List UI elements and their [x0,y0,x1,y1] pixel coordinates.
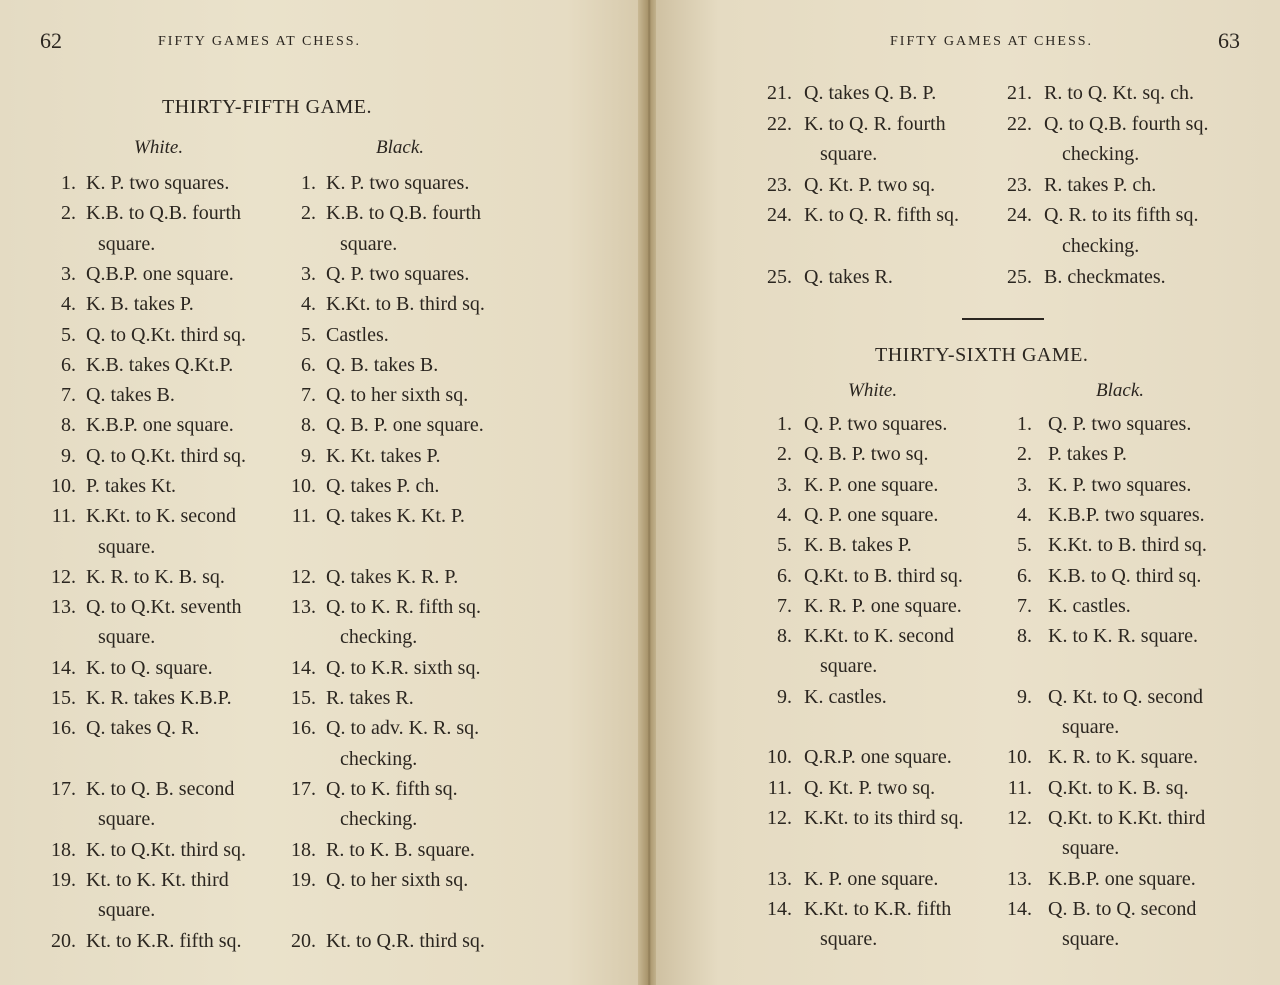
black-move: Q. to Q.B. fourth sq. [1044,112,1209,135]
white-move: Q. Kt. P. two sq. [804,776,936,799]
black-move-number: 24. [1007,204,1032,227]
black-move-number: 9. [301,444,316,467]
white-move: K. R. to K. B. sq. [86,565,225,588]
white-move-number: 7. [777,594,792,617]
black-move-number: 12. [1007,806,1032,829]
black-move-number: 21. [1007,82,1032,104]
black-move-continuation: square. [1062,715,1120,738]
white-move: P. takes Kt. [86,475,176,497]
white-move-continuation: square. [820,143,878,166]
white-move-number: 12. [51,565,76,588]
black-move: Q. R. to its fifth sq. [1044,204,1199,227]
black-move-number: 22. [1007,112,1032,135]
white-move-continuation: square. [820,928,878,951]
black-move-number: 16. [291,717,316,740]
black-move: Q. P. two squares. [1048,413,1192,435]
white-move-number: 1. [777,413,792,435]
black-move: Q.Kt. to K.Kt. third [1048,806,1206,829]
black-move-continuation: square. [1062,837,1120,860]
game-title: THIRTY-FIFTH GAME. [162,96,373,118]
white-move-number: 8. [777,625,792,648]
white-column-heading: White. [134,137,184,158]
black-move: K.Kt. to B. third sq. [326,293,485,316]
white-move-number: 5. [777,534,792,557]
black-move-number: 2. [301,202,316,225]
white-move: K. to Q. B. second [86,778,235,800]
black-move: Q. to K. R. fifth sq. [326,596,481,619]
black-move: Kt. to Q.R. third sq. [326,929,485,952]
white-move-number: 8. [61,414,76,437]
black-move-number: 5. [301,323,316,346]
white-move: K.Kt. to its third sq. [804,806,964,829]
black-move: R. to K. B. square. [326,838,475,861]
black-move-number: 6. [301,353,316,376]
white-move: K. R. takes K.B.P. [86,687,232,710]
white-move: K. castles. [804,685,887,708]
black-move: K.B. to Q. third sq. [1048,564,1202,587]
white-move: Q. takes R. [804,265,893,288]
black-move: Q. to K.R. sixth sq. [326,656,481,679]
white-move-number: 15. [51,687,76,710]
white-move-number: 5. [61,323,76,346]
black-move-number: 20. [291,929,316,952]
white-move-number: 2. [777,443,792,466]
black-move-number: 15. [291,687,316,710]
black-move-number: 3. [1017,473,1032,496]
black-move: Q. B. to Q. second [1048,897,1197,920]
black-move: K. P. two squares. [326,172,470,194]
white-move: K. to Q. square. [86,656,213,679]
white-move-number: 9. [61,444,76,467]
black-move: Q. B. takes B. [326,353,439,376]
white-move-number: 3. [61,262,76,285]
black-move-number: 14. [291,656,316,679]
white-move-number: 14. [767,897,792,920]
black-move-number: 14. [1007,897,1032,920]
black-move-number: 25. [1007,265,1032,288]
white-column-heading: White. [848,380,898,401]
white-move: Q.Kt. to B. third sq. [804,564,963,587]
white-move: K.Kt. to K. second [804,625,954,648]
black-move-number: 1. [301,172,316,194]
white-move-number: 4. [777,503,792,526]
black-move: Q. Kt. to Q. second [1048,685,1203,708]
white-move: K.Kt. to K. second [86,505,236,528]
white-move-number: 9. [777,685,792,708]
black-move-continuation: checking. [340,626,418,649]
black-move: K. P. two squares. [1048,473,1192,496]
black-move: R. takes R. [326,687,414,710]
white-move: Q. takes B. [86,384,175,407]
black-move-number: 5. [1017,534,1032,557]
white-move: K.B. takes Q.Kt.P. [86,353,234,376]
white-move: K. to Q. R. fourth [804,112,946,135]
black-move-number: 7. [301,384,316,407]
black-move: B. checkmates. [1044,265,1166,288]
black-move-number: 6. [1017,564,1032,587]
white-move-number: 13. [51,596,76,619]
white-move: Q. to Q.Kt. third sq. [86,323,246,346]
page-number: 63 [1218,28,1240,53]
black-move: Castles. [326,323,389,346]
black-move: Q. B. P. one square. [326,414,484,437]
white-move: Q. to Q.Kt. seventh [86,596,242,619]
running-head: FIFTY GAMES AT CHESS. [158,34,362,49]
white-move: Q. Kt. P. two sq. [804,173,936,196]
white-move: Q. P. one square. [804,503,939,526]
white-move: K. P. one square. [804,473,939,496]
white-move-number: 2. [61,202,76,225]
section-divider [962,318,1044,320]
white-move-number: 16. [51,717,76,740]
black-move-continuation: checking. [340,808,418,831]
black-move-number: 10. [291,475,316,497]
black-move-number: 11. [291,505,316,528]
black-move: Q. to her sixth sq. [326,868,469,891]
black-move-continuation: checking. [1062,143,1140,166]
black-column-heading: Black. [1096,380,1145,401]
white-move: Q. B. P. two sq. [804,443,929,466]
white-move: K. P. one square. [804,867,939,890]
white-move: Kt. to K. Kt. third [86,868,229,891]
black-move: K. R. to K. square. [1048,746,1198,769]
white-move-number: 10. [51,475,76,497]
white-move-number: 7. [61,384,76,407]
white-move: K.B.P. one square. [86,414,234,437]
black-move: Q. takes P. ch. [326,475,440,497]
black-move-number: 3. [301,262,316,285]
black-move: K. to K. R. square. [1048,625,1198,648]
black-move-number: 1. [1017,413,1032,435]
white-move-number: 18. [51,838,76,861]
black-move-number: 18. [291,838,316,861]
black-move-number: 10. [1007,746,1032,769]
white-move-number: 24. [767,204,792,227]
black-move: K. castles. [1048,594,1131,617]
black-move: Q. P. two squares. [326,262,470,285]
black-move: K.B.P. one square. [1048,867,1196,890]
white-move-number: 21. [767,82,792,104]
black-move-number: 4. [1017,503,1032,526]
white-move: K.Kt. to K.R. fifth [804,897,952,920]
white-move: K.B. to Q.B. fourth [86,202,241,225]
white-move: Q. P. two squares. [804,413,948,435]
white-move-number: 11. [51,505,76,528]
white-move: Q. takes Q. R. [86,717,200,740]
white-move: K. P. two squares. [86,172,230,194]
running-head: FIFTY GAMES AT CHESS. [890,34,1094,49]
black-move: Q. to K. fifth sq. [326,778,458,800]
black-move-number: 13. [1007,867,1032,890]
white-move: K. B. takes P. [804,534,912,557]
black-move-number: 23. [1007,173,1032,196]
white-move-number: 13. [767,867,792,890]
white-move-number: 4. [61,293,76,316]
white-move-number: 11. [767,776,792,799]
black-move: Q. to adv. K. R. sq. [326,717,480,740]
white-move-number: 10. [767,746,792,769]
black-move-number: 12. [291,565,316,588]
white-move: Q. to Q.Kt. third sq. [86,444,246,467]
black-move: K.B. to Q.B. fourth [326,202,481,225]
white-move: Q.R.P. one square. [804,746,952,769]
white-move: Q. takes Q. B. P. [804,82,937,104]
black-move: Q. takes K. Kt. P. [326,505,465,528]
black-move: Q.Kt. to K. B. sq. [1048,776,1189,799]
game-title: THIRTY-SIXTH GAME. [875,344,1089,366]
black-move-number: 19. [291,868,316,891]
black-move-number: 17. [291,778,316,800]
white-move: K. to Q.Kt. third sq. [86,838,246,861]
black-move-continuation: square. [340,232,398,255]
black-move-number: 8. [301,414,316,437]
white-move: Kt. to K.R. fifth sq. [86,929,242,952]
white-move-number: 6. [61,353,76,376]
black-move: K.B.P. two squares. [1048,503,1205,526]
white-move-continuation: square. [98,808,156,831]
black-move-number: 8. [1017,625,1032,648]
white-move: K. R. P. one square. [804,594,962,617]
white-move-continuation: square. [98,232,156,255]
black-move-number: 7. [1017,594,1032,617]
white-move-continuation: square. [820,655,878,678]
black-move: R. to Q. Kt. sq. ch. [1044,82,1194,104]
black-move: K. Kt. takes P. [326,444,441,467]
black-move-continuation: checking. [340,747,418,770]
white-move-number: 20. [51,929,76,952]
white-move-number: 12. [767,806,792,829]
white-move-number: 6. [777,564,792,587]
black-move-number: 13. [291,596,316,619]
black-move: Q. to her sixth sq. [326,384,469,407]
white-move: Q.B.P. one square. [86,262,234,285]
white-move-number: 3. [777,473,792,496]
white-move-number: 17. [51,778,76,800]
page-number: 62 [40,28,62,53]
white-move: K. B. takes P. [86,293,194,316]
white-move-number: 23. [767,173,792,196]
black-column-heading: Black. [376,137,425,158]
white-move-continuation: square. [98,899,156,922]
black-move-continuation: checking. [1062,234,1140,257]
white-move-continuation: square. [98,535,156,558]
white-move: K. to Q. R. fifth sq. [804,204,959,227]
white-move-number: 1. [61,172,76,194]
black-move-number: 2. [1017,443,1032,466]
white-move-number: 22. [767,112,792,135]
black-move-number: 11. [1007,776,1032,799]
right-page [656,0,1280,985]
black-move-number: 9. [1017,685,1032,708]
black-move: Q. takes K. R. P. [326,565,459,588]
black-move-number: 4. [301,293,316,316]
white-move-number: 14. [51,656,76,679]
white-move-continuation: square. [98,626,156,649]
black-move: R. takes P. ch. [1044,173,1157,196]
black-move: P. takes P. [1048,443,1127,466]
black-move-continuation: square. [1062,928,1120,951]
white-move-number: 25. [767,265,792,288]
black-move: K.Kt. to B. third sq. [1048,534,1207,557]
white-move-number: 19. [51,868,76,891]
